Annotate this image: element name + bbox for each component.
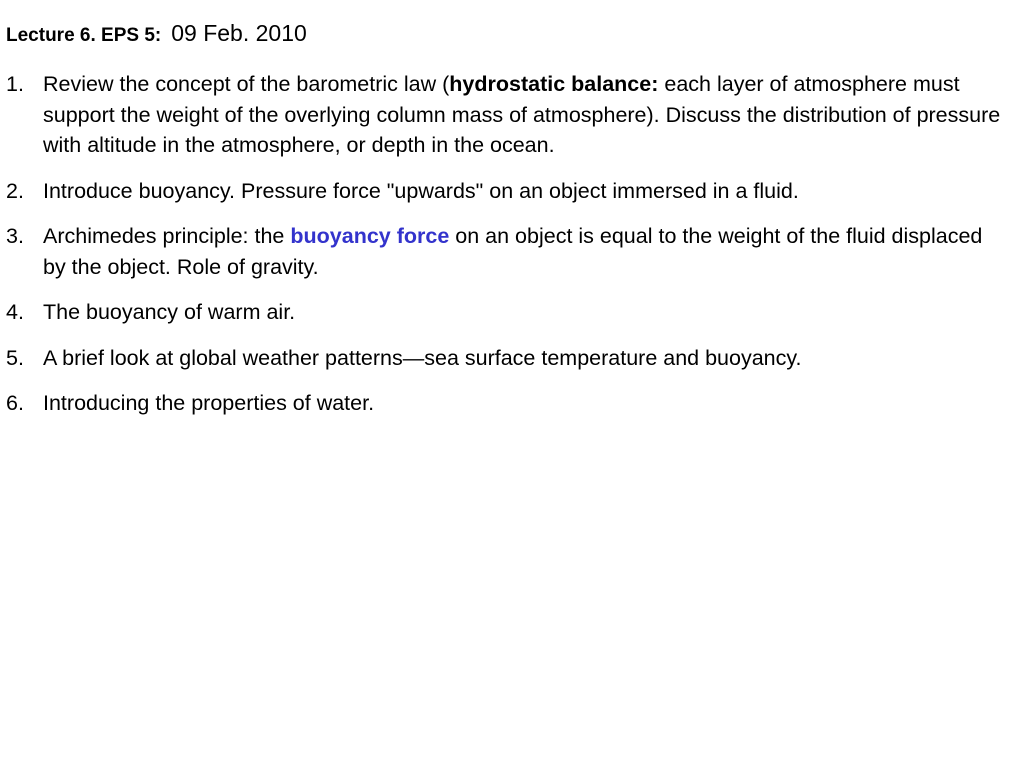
item-text-after: on an object is equal to the weight of the fluid displaced by the object. Role of gravity.	[43, 224, 983, 279]
slide-title	[6, 20, 307, 47]
lecture-label: Lecture 6. EPS 5:	[6, 25, 162, 46]
buoyancy-force-term: buoyancy force	[290, 224, 450, 248]
list-item	[0, 343, 1024, 374]
item-number: 1.	[6, 72, 24, 96]
item-text: Introducing the properties of water.	[43, 391, 375, 415]
item-number: 2.	[6, 178, 24, 203]
list-item	[0, 388, 1024, 419]
item-text: Introduce buoyancy. Pressure force "upwards" on an object immersed in a fluid.	[43, 178, 799, 203]
topic-list	[0, 69, 1024, 434]
item-text: The buoyancy of warm air.	[43, 300, 296, 324]
item-number: 6.	[6, 391, 24, 415]
list-item	[0, 176, 1024, 207]
item-text-after: each layer of atmosphere must support the weight of the overlying column mass of atmosphere). Discuss the distribution of pressure with altitude in the atmosphere, or depth in the ocean.	[43, 72, 1001, 157]
list-item	[0, 221, 1024, 282]
item-text-before: Archimedes principle: the	[43, 224, 291, 248]
lecture-date: 09 Feb. 2010	[171, 20, 307, 46]
item-text-before: Review the concept of the barometric law (	[43, 72, 450, 96]
list-item	[0, 69, 1024, 161]
hydrostatic-balance-term: hydrostatic balance:	[449, 72, 659, 96]
item-text	[43, 224, 982, 279]
item-text	[43, 72, 1000, 157]
item-number: 3.	[6, 224, 24, 248]
list-item	[0, 297, 1024, 328]
item-text: A brief look at global weather patterns—sea surface temperature and buoyancy.	[43, 345, 802, 370]
item-number: 5.	[6, 345, 24, 370]
item-number: 4.	[6, 300, 24, 324]
